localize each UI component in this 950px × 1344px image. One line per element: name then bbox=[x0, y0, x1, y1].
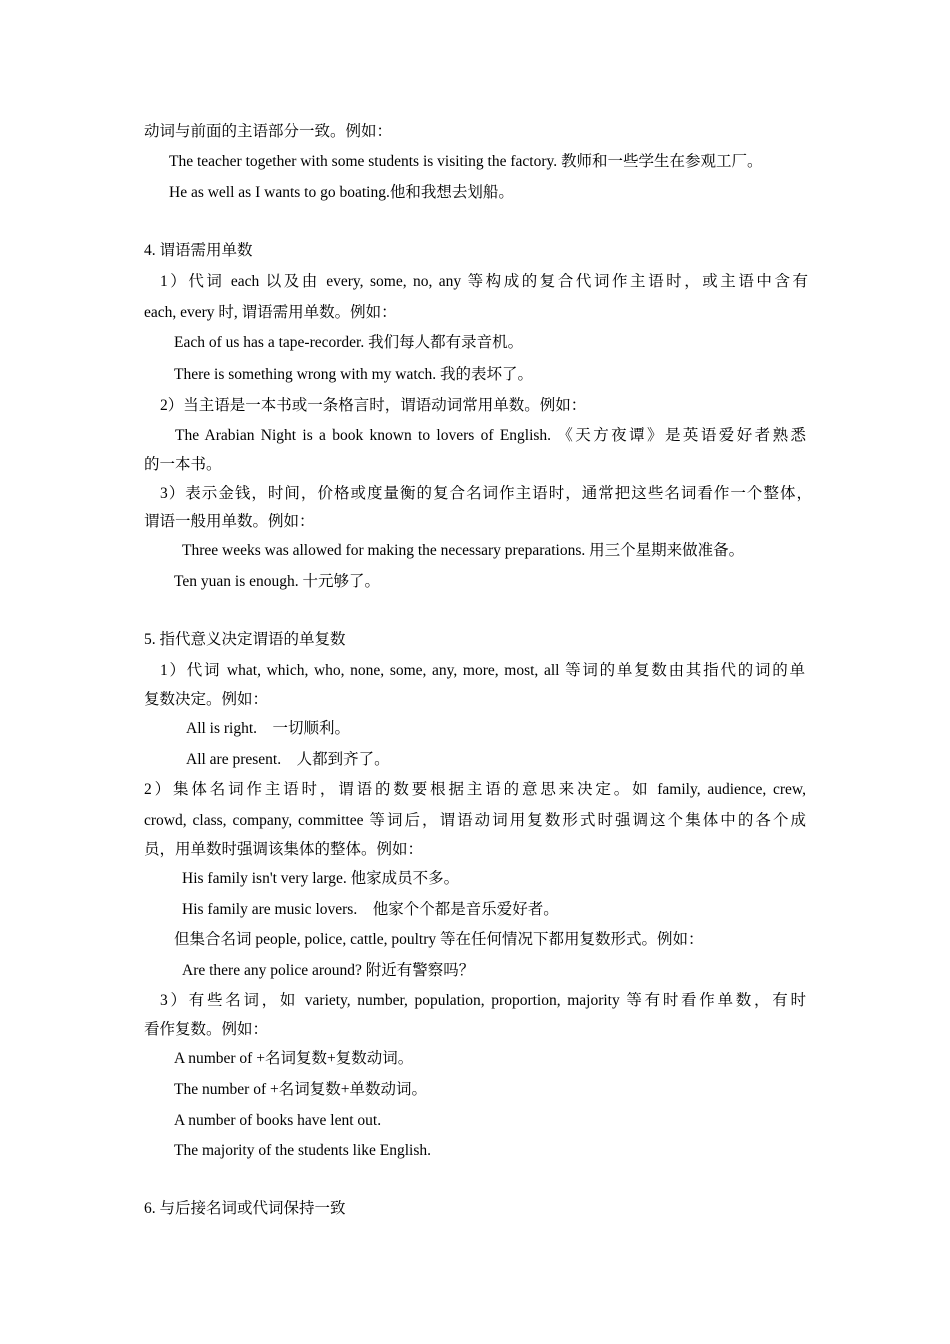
text-line: 2）集体名词作主语时，谓语的数要根据主语的意思来决定。如 family, audience, crew, bbox=[144, 781, 806, 798]
text-line: 谓语一般用单数。例如： bbox=[144, 513, 315, 530]
text-line: 动词与前面的主语部分一致。例如： bbox=[144, 123, 393, 140]
example-line: Three weeks was allowed for making the necessary preparations. 用三个星期来做准备。 bbox=[182, 542, 745, 559]
text-line: 员，用单数时强调该集体的整体。例如： bbox=[144, 841, 424, 858]
example-line: His family isn't very large. 他家成员不多。 bbox=[182, 870, 460, 887]
example-line: The teacher together with some students is visiting the factory. 教师和一些学生在参观工厂。 bbox=[169, 153, 763, 170]
text-line: 看作复数。例如： bbox=[144, 1021, 269, 1038]
text-line: 1）代词 what, which, who, none, some, any, more, most, all 等词的单复数由其指代的词的单 bbox=[160, 662, 805, 679]
text-line: 3）表示金钱，时间，价格或度量衡的复合名词作主语时，通常把这些名词看作一个整体， bbox=[160, 485, 812, 502]
section-heading: 4. 谓语需用单数 bbox=[144, 242, 253, 259]
example-line: Are there any police around? 附近有警察吗？ bbox=[182, 962, 475, 979]
text-line: 但集合名词 people, police, cattle, poultry 等在任何情况下都用复数形式。例如： bbox=[174, 931, 704, 948]
text-line: 2）当主语是一本书或一条格言时，谓语动词常用单数。例如： bbox=[160, 397, 587, 414]
section-heading: 6. 与后接名词或代词保持一致 bbox=[144, 1200, 346, 1217]
example-line: The majority of the students like English. bbox=[174, 1142, 431, 1159]
example-line: Ten yuan is enough. 十元够了。 bbox=[174, 573, 380, 590]
example-line: The Arabian Night is a book known to lovers of English. 《天方夜谭》是英语爱好者熟悉 bbox=[175, 427, 806, 444]
text-line: 的一本书。 bbox=[144, 456, 222, 473]
example-line: His family are music lovers. 他家个个都是音乐爱好者。 bbox=[182, 901, 559, 918]
example-line: All is right. 一切顺利。 bbox=[186, 720, 351, 737]
text-line: 1）代词 each 以及由 every, some, no, any 等构成的复合代词作主语时，或主语中含有 bbox=[160, 273, 808, 290]
text-line: 3）有些名词，如 variety, number, population, proportion, majority 等有时看作单数，有时 bbox=[160, 992, 806, 1009]
example-line: He as well as I wants to go boating.他和我想去划船。 bbox=[169, 184, 514, 201]
section-heading: 5. 指代意义决定谓语的单复数 bbox=[144, 631, 346, 648]
text-line: 复数决定。例如： bbox=[144, 691, 269, 708]
example-line: There is something wrong with my watch. 我的表坏了。 bbox=[174, 366, 534, 383]
example-line: All are present. 人都到齐了。 bbox=[186, 751, 390, 768]
text-line: each, every 时, 谓语需用单数。例如： bbox=[144, 304, 397, 321]
example-line: A number of +名词复数+复数动词。 bbox=[174, 1050, 414, 1067]
example-line: The number of +名词复数+单数动词。 bbox=[174, 1081, 427, 1098]
example-line: A number of books have lent out. bbox=[174, 1112, 382, 1129]
example-line: Each of us has a tape-recorder. 我们每人都有录音机。 bbox=[174, 334, 524, 351]
text-line: crowd, class, company, committee 等词后，谓语动词用复数形式时强调这个集体中的各个成 bbox=[144, 812, 806, 829]
